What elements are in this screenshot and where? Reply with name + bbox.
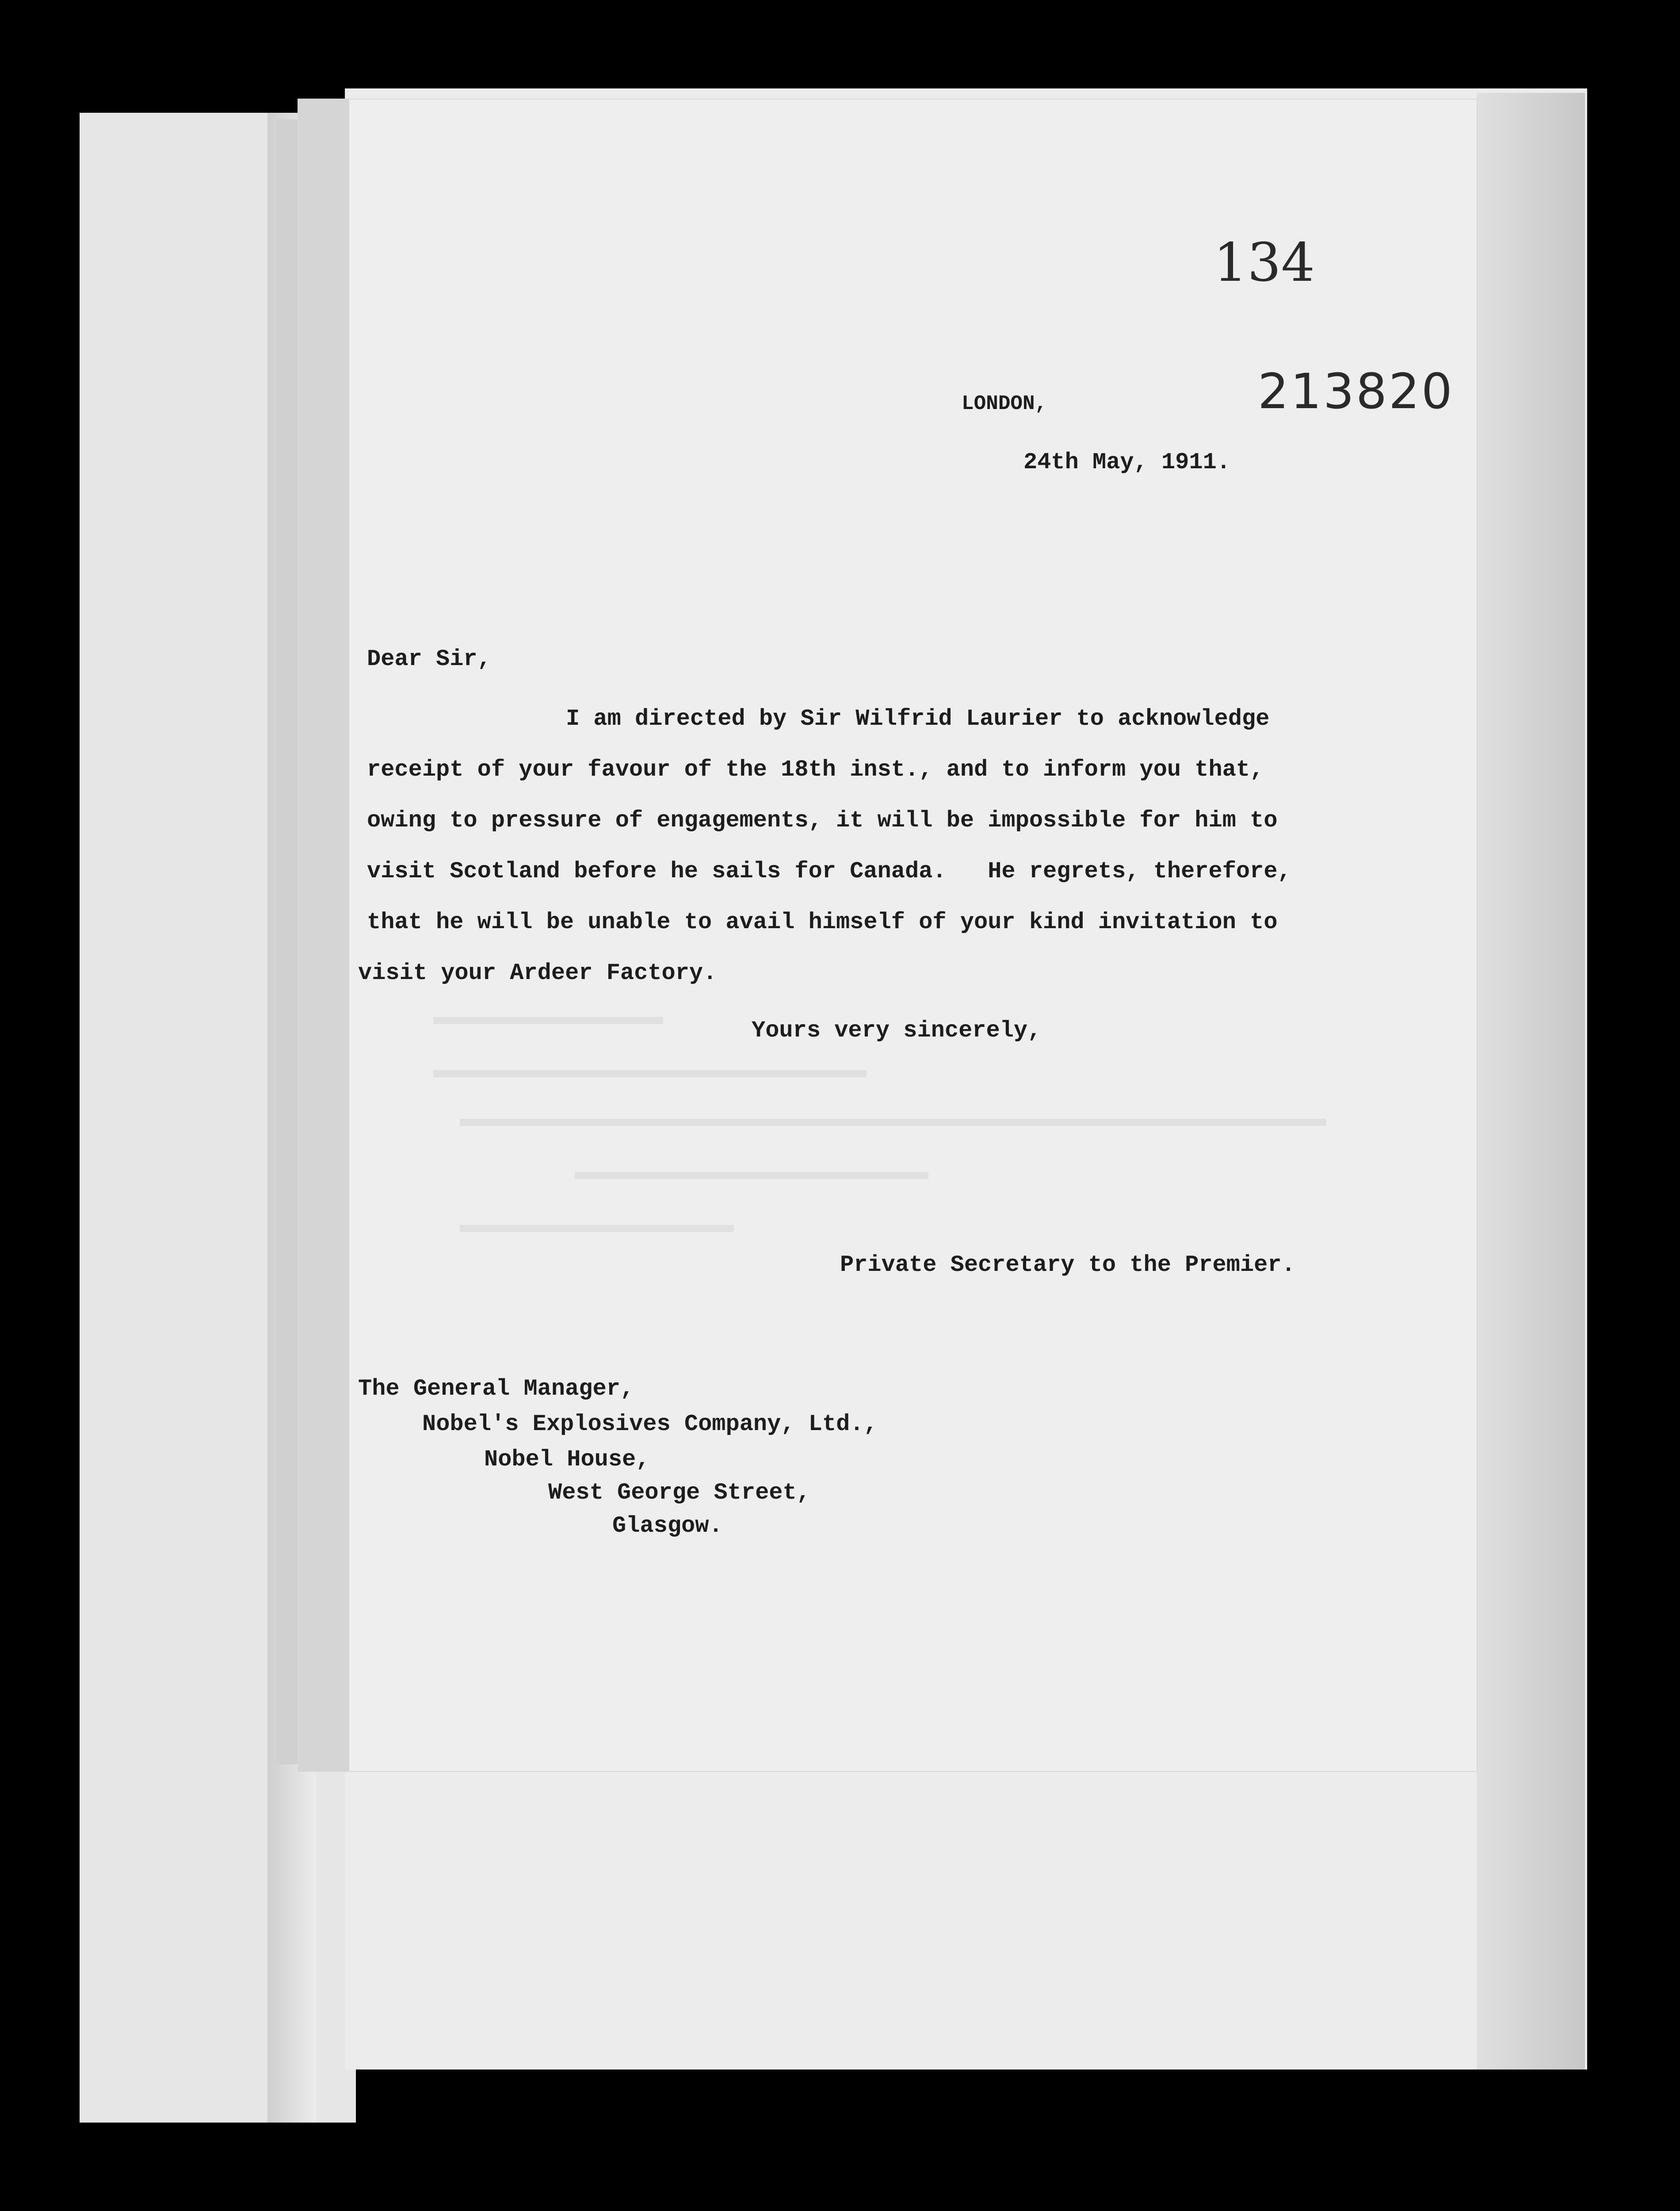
address-line: Nobel's Explosives Company, Ltd., <box>422 1411 878 1437</box>
address-line: Glasgow. <box>612 1513 723 1539</box>
body-line: receipt of your favour of the 18th inst., and to inform you that, <box>367 757 1264 783</box>
bleed-through-line <box>575 1172 928 1179</box>
letter-left-margin-shade <box>298 99 349 1771</box>
address-line: Nobel House, <box>484 1446 650 1473</box>
body-line: I am directed by Sir Wilfrid Laurier to acknowledge <box>566 706 1270 732</box>
closing: Yours very sincerely, <box>752 1018 1042 1044</box>
body-line: that he will be unable to avail himself of your kind invitation to <box>367 909 1278 935</box>
bleed-through-line <box>460 1225 734 1232</box>
bleed-through-line <box>460 1119 1326 1126</box>
underlying-page-edge <box>1477 93 1585 2069</box>
letter-date: 24th May, 1911. <box>1023 449 1231 475</box>
letter-sheet <box>298 99 1477 1771</box>
bleed-through-line <box>433 1070 867 1077</box>
letter-place: LONDON, <box>962 392 1047 415</box>
body-line: owing to pressure of engagements, it will be impossible for him to <box>367 807 1278 834</box>
body-line: visit your Ardeer Factory. <box>358 960 717 986</box>
address-line: The General Manager, <box>358 1376 634 1402</box>
salutation: Dear Sir, <box>367 646 491 672</box>
signature-title: Private Secretary to the Premier. <box>840 1252 1295 1278</box>
body-line: visit Scotland before he sails for Canada. He regrets, therefore, <box>367 858 1291 884</box>
bleed-through-line <box>433 1017 663 1024</box>
document-number-stamp: 213820 <box>1258 363 1454 420</box>
folio-number: 134 <box>1214 232 1315 294</box>
address-line: West George Street, <box>548 1480 810 1506</box>
